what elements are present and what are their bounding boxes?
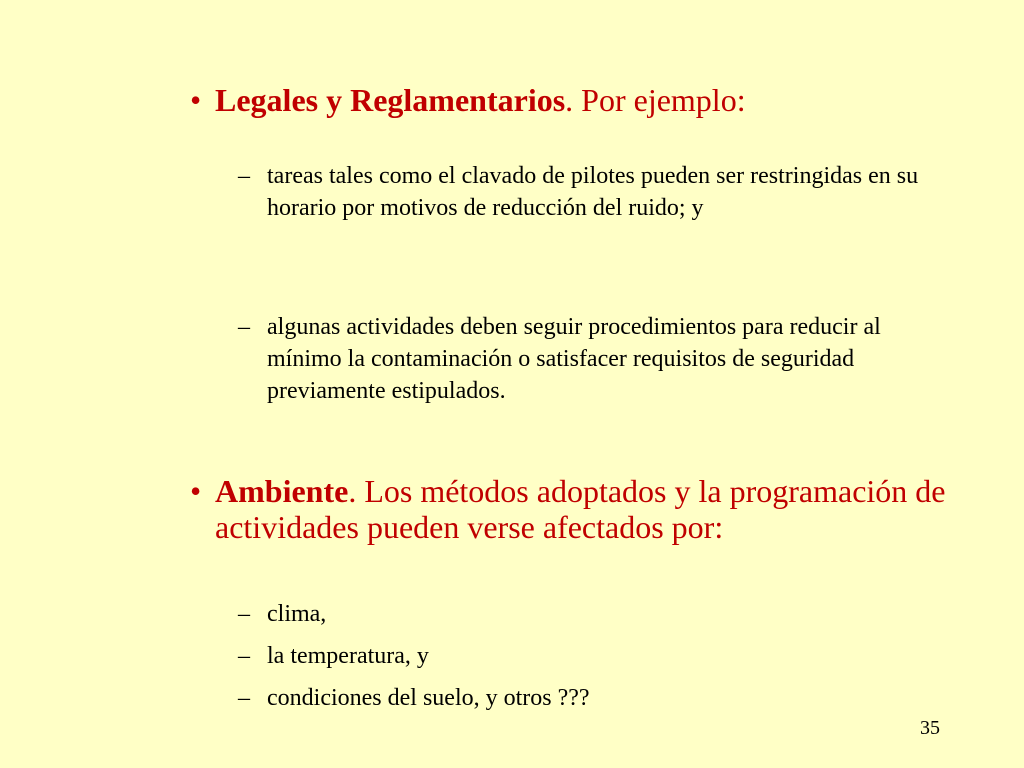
subitem-suelo [238,682,938,714]
bullet-marker: • [190,473,202,509]
subitem-text: la temperatura, y [267,643,429,669]
bullet-text [215,473,950,545]
bullet-rest: . Los métodos adoptados y la programación de actividades pueden verse afectados por: [215,473,946,545]
dash-marker: – [238,685,250,711]
subitem-procedimientos [238,311,938,407]
dash-marker: – [238,601,250,627]
bullet-title: Ambiente [215,473,349,509]
dash-marker: – [238,643,250,669]
dash-marker: – [238,163,250,189]
subitem-text: tareas tales como el clavado de pilotes pueden ser restringidas en su horario por motivos de reducción del ruido; y [267,163,919,221]
subitem-clima [238,598,938,630]
subitem-text: condiciones del suelo, y otros ??? [267,685,590,711]
bullet-marker: • [190,82,202,118]
dash-marker: – [238,314,250,340]
bullet-ambiente [190,473,950,545]
bullet-text [215,82,950,118]
subitem-text: clima, [267,601,327,627]
page-number: 35 [920,717,940,739]
subitem-text: algunas actividades deben seguir procedimientos para reducir al mínimo la contaminación o satisfacer requisitos de seguridad previamente estipulados. [267,314,881,404]
subitem-pilotes [238,160,938,224]
subitem-temperatura [238,640,938,672]
bullet-title: Legales y Reglamentarios [215,82,566,118]
bullet-rest: . Por ejemplo: [565,82,746,118]
bullet-legales [190,82,950,118]
